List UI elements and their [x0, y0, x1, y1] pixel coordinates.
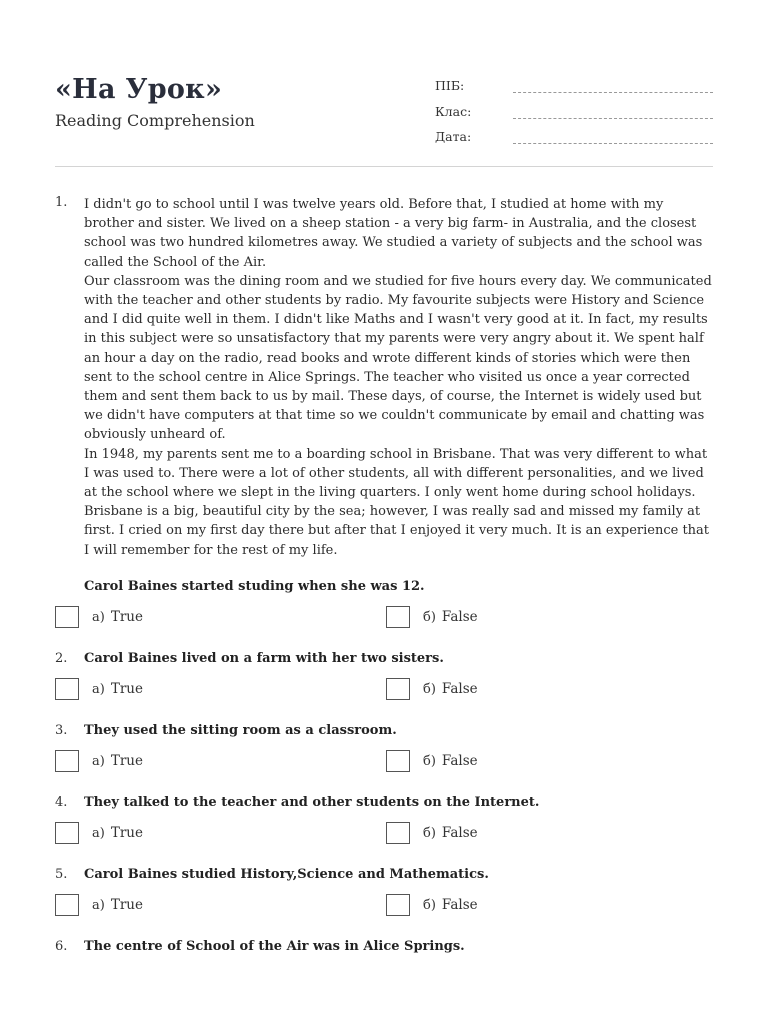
- option-letter: а): [92, 753, 105, 769]
- option-letter: а): [92, 825, 105, 841]
- page-subtitle: Reading Comprehension: [55, 111, 255, 130]
- question-statement: The centre of School of the Air was in Alice Springs.: [84, 939, 465, 954]
- student-info-fields: [435, 78, 713, 155]
- question-number: 1.: [55, 195, 68, 210]
- date-field-label: Дата:: [435, 129, 472, 144]
- option-false[interactable]: [386, 750, 478, 772]
- option-true[interactable]: [55, 750, 143, 772]
- option-label: False: [441, 825, 478, 841]
- option-letter: б): [423, 897, 436, 913]
- option-letter: б): [423, 609, 436, 625]
- question-1: [55, 195, 715, 560]
- option-label: False: [441, 609, 478, 625]
- checkbox[interactable]: [55, 606, 79, 628]
- question-statement: Carol Baines started studing when she was 12.: [84, 579, 425, 594]
- option-true[interactable]: [55, 894, 143, 916]
- name-field-label: ПІБ:: [435, 78, 465, 93]
- reading-passage: [84, 195, 715, 560]
- option-label: True: [110, 897, 143, 913]
- option-letter: а): [92, 681, 105, 697]
- question-number: 4.: [55, 795, 68, 810]
- question-statement: They talked to the teacher and other students on the Internet.: [84, 795, 540, 810]
- option-false[interactable]: [386, 606, 478, 628]
- option-label: False: [441, 753, 478, 769]
- class-field-label: Клас:: [435, 103, 472, 119]
- option-letter: а): [92, 897, 105, 913]
- passage-paragraph: I didn't go to school until I was twelve years old. Before that, I studied at home with my brother and sister. We lived on a sheep station - a very big farm- in Australia, and the closest school was two hundred kilometres away. We studied a variety of subjects and the school was called the School of the Air.: [84, 197, 703, 270]
- checkbox[interactable]: [55, 894, 79, 916]
- question-number: 3.: [55, 723, 68, 738]
- option-true[interactable]: [55, 606, 143, 628]
- question-statement: Carol Baines studied History,Science and Mathematics.: [84, 867, 489, 882]
- option-false[interactable]: [386, 678, 478, 700]
- page-title: «На Урок»: [55, 74, 223, 105]
- checkbox[interactable]: [386, 678, 410, 700]
- option-letter: б): [423, 681, 436, 697]
- question-statement: Carol Baines lived on a farm with her two sisters.: [84, 651, 444, 666]
- option-true[interactable]: [55, 822, 143, 844]
- header-divider: [55, 166, 713, 167]
- option-false[interactable]: [386, 894, 478, 916]
- option-letter: а): [92, 609, 105, 625]
- option-letter: б): [423, 753, 436, 769]
- option-label: True: [110, 609, 143, 625]
- checkbox[interactable]: [386, 750, 410, 772]
- option-label: True: [110, 681, 143, 697]
- option-label: False: [441, 897, 478, 913]
- date-field-line[interactable]: [513, 143, 713, 144]
- question-number: 5.: [55, 867, 68, 882]
- class-field-line[interactable]: [513, 118, 713, 119]
- checkbox[interactable]: [55, 678, 79, 700]
- date-field[interactable]: [435, 129, 713, 155]
- checkbox[interactable]: [386, 606, 410, 628]
- checkbox[interactable]: [386, 822, 410, 844]
- option-label: True: [110, 825, 143, 841]
- name-field-line[interactable]: [513, 92, 713, 93]
- question-statement: They used the sitting room as a classroom.: [84, 723, 397, 738]
- option-false[interactable]: [386, 822, 478, 844]
- checkbox[interactable]: [386, 894, 410, 916]
- class-field[interactable]: [435, 104, 713, 130]
- checkbox[interactable]: [55, 750, 79, 772]
- question-number: 2.: [55, 651, 68, 666]
- question-number: 6.: [55, 939, 68, 954]
- checkbox[interactable]: [55, 822, 79, 844]
- passage-paragraph: Our classroom was the dining room and we studied for five hours every day. We communicated with the teacher and other students by radio. My favourite subjects were History and Science and I did quite well in them. I didn't like Maths and I wasn't very good at it. In fact, my results in this subject were so unsatisfactory that my parents were very angry about it. We spent half an hour a day on the radio, read books and wrote different kinds of stories which were then sent to the school centre in Alice Springs. The teacher who visited us once a year corrected them and sent them back to us by mail. These days, of course, the Internet is widely used but we didn't have computers at that time so we couldn't communicate by email and chatting was obviously unheard of.: [84, 273, 712, 443]
- name-field[interactable]: [435, 78, 713, 104]
- worksheet-header: [55, 74, 713, 168]
- passage-paragraph: In 1948, my parents sent me to a boarding school in Brisbane. That was very different to what I was used to. There were a lot of other students, all with different personalities, and we lived at the school where we slept in the living quarters. I only went home during school holidays. Brisbane is a big, beautiful city by the sea; however, I was really sad and missed my family at first. I cried on my first day there but after that I enjoyed it very much. It is an experience that I will remember for the rest of my life.: [84, 446, 710, 558]
- option-letter: б): [423, 825, 436, 841]
- option-true[interactable]: [55, 678, 143, 700]
- option-label: False: [441, 681, 478, 697]
- option-label: True: [110, 753, 143, 769]
